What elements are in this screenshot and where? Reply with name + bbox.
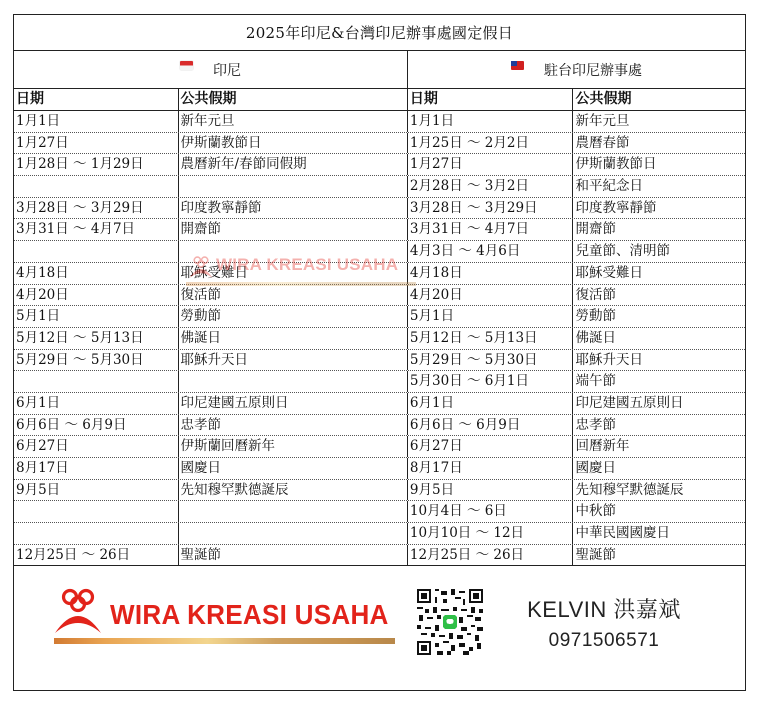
date-cell-indonesia: 4月20日 <box>14 285 179 306</box>
contact-info <box>504 593 704 652</box>
date-cell-taiwan: 3月28日 ～ 3月29日 <box>408 198 574 219</box>
holiday-cell-indonesia: 勞動節 <box>179 306 408 327</box>
date-cell-indonesia: 6月27日 <box>14 436 179 457</box>
date-cell-indonesia: 5月1日 <box>14 306 179 327</box>
date-cell-taiwan: 4月18日 <box>408 263 574 284</box>
table-row <box>14 285 745 307</box>
table-body <box>14 111 745 566</box>
holiday-cell-indonesia <box>179 501 408 522</box>
date-cell-taiwan: 4月3日 ～ 4月6日 <box>408 241 574 262</box>
date-cell-taiwan: 10月4日 ～ 6日 <box>408 501 574 522</box>
table-row <box>14 371 745 393</box>
date-cell-indonesia: 5月29日 ～ 5月30日 <box>14 350 179 371</box>
holiday-cell-taiwan: 復活節 <box>575 286 616 303</box>
date-cell-indonesia: 3月28日 ～ 3月29日 <box>14 198 179 219</box>
date-cell-indonesia <box>14 241 179 262</box>
holiday-cell-taiwan: 聖誕節 <box>575 546 616 563</box>
date-cell-indonesia: 1月27日 <box>14 133 179 154</box>
holiday-cell-taiwan: 和平紀念日 <box>575 178 643 195</box>
region-label-taiwan-office: 駐台印尼辦事處 <box>543 62 642 79</box>
date-cell-indonesia: 1月28日 ～ 1月29日 <box>14 154 179 175</box>
holiday-cell-indonesia: 耶穌升天日 <box>179 350 408 371</box>
holiday-cell-taiwan: 國慶日 <box>575 460 616 476</box>
holiday-cell-indonesia: 印度教寧靜節 <box>179 198 408 219</box>
table-row <box>14 393 745 415</box>
table-row <box>14 133 745 155</box>
gold-bar <box>54 638 395 644</box>
holiday-table <box>14 89 745 566</box>
holiday-cell-taiwan: 勞動節 <box>575 308 616 325</box>
date-cell-taiwan: 1月1日 <box>408 111 574 132</box>
holiday-cell-taiwan: 回曆新年 <box>575 438 630 455</box>
holiday-cell-taiwan: 先知穆罕默德誕辰 <box>575 481 684 498</box>
holiday-cell-indonesia <box>179 371 408 392</box>
holiday-cell-indonesia: 農曆新年/春節同假期 <box>179 154 408 175</box>
column-header-date-indonesia: 日期 <box>14 89 179 110</box>
company-logo <box>54 587 396 651</box>
date-cell-taiwan: 3月31日 ～ 4月7日 <box>408 219 574 240</box>
contact-name: KELVIN 洪嘉斌 <box>527 597 681 622</box>
date-cell-taiwan: 6月1日 <box>408 393 574 414</box>
region-header-row <box>14 51 745 89</box>
date-cell-indonesia: 6月1日 <box>14 393 179 414</box>
date-cell-taiwan: 5月1日 <box>408 306 574 327</box>
date-cell-indonesia: 6月6日 ～ 6月9日 <box>14 415 179 436</box>
region-indonesia <box>14 51 408 88</box>
table-row <box>14 415 745 437</box>
table-row <box>14 306 745 328</box>
table-row <box>14 523 745 545</box>
holiday-cell-taiwan: 忠孝節 <box>575 416 616 433</box>
date-cell-taiwan: 5月12日 ～ 5月13日 <box>408 328 574 349</box>
holiday-cell-taiwan: 中秋節 <box>575 503 616 520</box>
holiday-cell-indonesia: 開齋節 <box>179 219 408 240</box>
holiday-cell-taiwan: 農曆春節 <box>575 134 630 151</box>
table-row <box>14 458 745 480</box>
date-cell-taiwan: 12月25日 ～ 26日 <box>408 545 574 566</box>
holiday-cell-indonesia: 伊斯蘭教節日 <box>179 133 408 154</box>
table-row <box>14 350 745 372</box>
holiday-cell-taiwan: 兒童節、清明節 <box>575 243 670 260</box>
line-qr-code-icon[interactable] <box>417 589 483 655</box>
holiday-cell-indonesia: 復活節 <box>179 285 408 306</box>
table-row <box>14 545 745 567</box>
date-cell-taiwan: 1月25日 ～ 2月2日 <box>408 133 574 154</box>
holiday-cell-taiwan: 佛誕日 <box>575 329 616 346</box>
date-cell-taiwan: 9月5日 <box>408 480 574 501</box>
holiday-cell-indonesia <box>179 176 408 197</box>
table-header <box>14 89 745 111</box>
region-taiwan-office <box>408 51 745 88</box>
table-row <box>14 176 745 198</box>
holiday-cell-indonesia: 印尼建國五原則日 <box>179 393 408 414</box>
page-title: 2025年印尼&台灣印尼辦事處國定假日 <box>14 15 745 51</box>
holiday-table-frame <box>13 14 746 691</box>
date-cell-indonesia: 5月12日 ～ 5月13日 <box>14 328 179 349</box>
date-cell-taiwan: 10月10日 ～ 12日 <box>408 523 574 544</box>
holiday-cell-taiwan: 端午節 <box>575 373 616 390</box>
taiwan-flag-icon <box>511 61 524 70</box>
date-cell-taiwan: 2月28日 ～ 3月2日 <box>408 176 574 197</box>
holiday-cell-taiwan: 新年元旦 <box>575 113 630 129</box>
watermark-text: WIRA KREASI USAHA <box>216 255 399 274</box>
date-cell-indonesia: 1月1日 <box>14 111 179 132</box>
date-cell-taiwan: 5月30日 ～ 6月1日 <box>408 371 574 392</box>
holiday-cell-taiwan: 開齋節 <box>575 221 616 238</box>
holiday-cell-indonesia <box>179 523 408 544</box>
date-cell-taiwan: 6月27日 <box>408 436 574 457</box>
table-row <box>14 263 745 285</box>
date-cell-indonesia: 3月31日 ～ 4月7日 <box>14 219 179 240</box>
table-row <box>14 480 745 502</box>
crown-logo-icon <box>54 587 102 637</box>
date-cell-taiwan: 4月20日 <box>408 285 574 306</box>
holiday-cell-taiwan: 伊斯蘭教節日 <box>575 156 657 173</box>
date-cell-indonesia <box>14 371 179 392</box>
footer <box>14 567 745 692</box>
date-cell-indonesia <box>14 523 179 544</box>
holiday-cell-indonesia <box>179 241 408 262</box>
table-row <box>14 241 745 263</box>
company-name: WIRA KREASI USAHA <box>110 599 389 630</box>
holiday-cell-indonesia: 佛誕日 <box>179 328 408 349</box>
date-cell-indonesia: 8月17日 <box>14 458 179 479</box>
holiday-cell-indonesia: 先知穆罕默德誕辰 <box>179 480 408 501</box>
date-cell-indonesia: 12月25日 ～ 26日 <box>14 545 179 566</box>
holiday-cell-taiwan: 印尼建國五原則日 <box>575 394 684 411</box>
column-header-holiday-taiwan: 公共假期 <box>575 91 632 107</box>
column-header-date-taiwan: 日期 <box>408 89 574 110</box>
holiday-cell-indonesia: 耶穌受難日 <box>179 263 408 284</box>
date-cell-taiwan: 8月17日 <box>408 458 574 479</box>
holiday-cell-indonesia: 新年元旦 <box>179 111 408 132</box>
table-row <box>14 154 745 176</box>
table-row <box>14 436 745 458</box>
date-cell-taiwan: 5月29日 ～ 5月30日 <box>408 350 574 371</box>
date-cell-indonesia <box>14 501 179 522</box>
holiday-cell-indonesia: 忠孝節 <box>179 415 408 436</box>
column-header-holiday-indonesia: 公共假期 <box>179 89 408 110</box>
holiday-cell-indonesia: 伊斯蘭回曆新年 <box>179 436 408 457</box>
table-row <box>14 501 745 523</box>
table-row <box>14 111 745 133</box>
holiday-cell-taiwan: 印度教寧靜節 <box>575 199 657 216</box>
table-row <box>14 198 745 220</box>
holiday-cell-taiwan: 耶穌升天日 <box>575 351 643 368</box>
region-label-indonesia: 印尼 <box>212 62 241 79</box>
date-cell-taiwan: 1月27日 <box>408 154 574 175</box>
table-row <box>14 219 745 241</box>
holiday-cell-taiwan: 中華民國國慶日 <box>575 525 670 542</box>
table-row <box>14 328 745 350</box>
date-cell-indonesia: 9月5日 <box>14 480 179 501</box>
holiday-cell-indonesia: 國慶日 <box>179 458 408 479</box>
date-cell-indonesia <box>14 176 179 197</box>
contact-phone[interactable]: 0971506571 <box>548 630 660 651</box>
indonesia-flag-icon <box>180 61 193 70</box>
date-cell-indonesia: 4月18日 <box>14 263 179 284</box>
holiday-cell-taiwan: 耶穌受難日 <box>575 264 643 281</box>
date-cell-taiwan: 6月6日 ～ 6月9日 <box>408 415 574 436</box>
holiday-cell-indonesia: 聖誕節 <box>179 545 408 566</box>
